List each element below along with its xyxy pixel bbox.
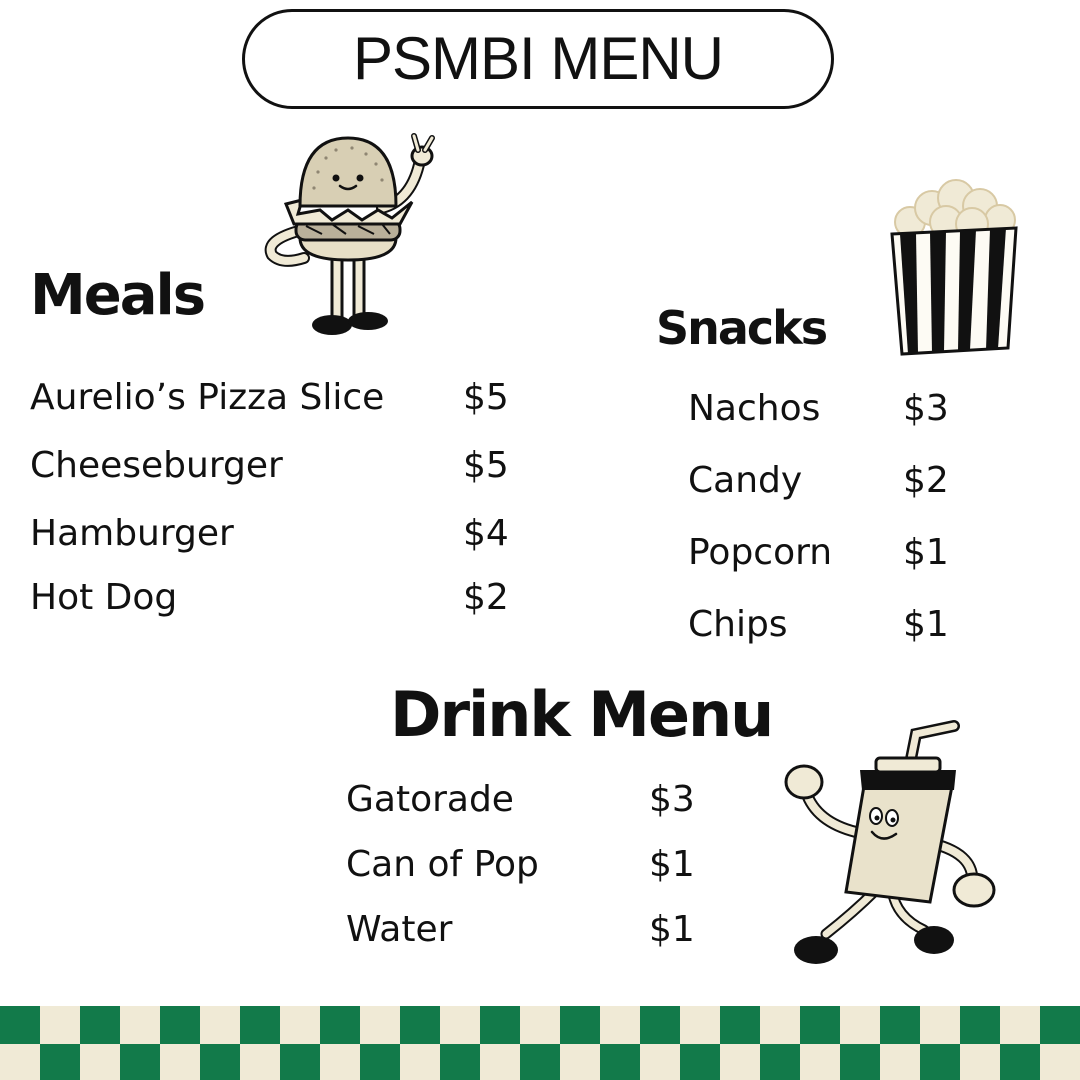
snack-item-name: Chips (688, 604, 788, 645)
meal-item-name: Cheeseburger (30, 445, 283, 486)
page-title: PSMBI MENU (352, 25, 724, 92)
snack-item-name: Candy (688, 460, 803, 501)
drink-cup-mascot-icon (776, 712, 1002, 974)
meal-item-price: $2 (463, 577, 509, 618)
drink-item-price: $1 (649, 844, 695, 885)
meal-item-price: $4 (463, 513, 509, 554)
snacks-heading: Snacks (656, 301, 827, 355)
drinks-heading: Drink Menu (390, 678, 773, 751)
meals-heading: Meals (30, 263, 205, 328)
menu-title-banner (242, 9, 834, 109)
drink-item-price: $3 (649, 779, 695, 820)
burger-mascot-icon (262, 130, 452, 342)
snack-item-price: $2 (903, 460, 949, 501)
snack-item-price: $1 (903, 604, 949, 645)
drink-item-name: Water (346, 909, 453, 950)
checkered-border (0, 1006, 1080, 1080)
meal-item-name: Hamburger (30, 513, 234, 554)
snack-item-price: $1 (903, 532, 949, 573)
meal-item-name: Hot Dog (30, 577, 178, 618)
snack-item-price: $3 (903, 388, 949, 429)
meal-item-price: $5 (463, 445, 509, 486)
drink-item-name: Can of Pop (346, 844, 539, 885)
snack-item-name: Nachos (688, 388, 821, 429)
snack-item-name: Popcorn (688, 532, 833, 573)
popcorn-icon (886, 178, 1022, 358)
meal-item-name: Aurelio’s Pizza Slice (30, 377, 385, 418)
drink-item-price: $1 (649, 909, 695, 950)
meal-item-price: $5 (463, 377, 509, 418)
drink-item-name: Gatorade (346, 779, 514, 820)
